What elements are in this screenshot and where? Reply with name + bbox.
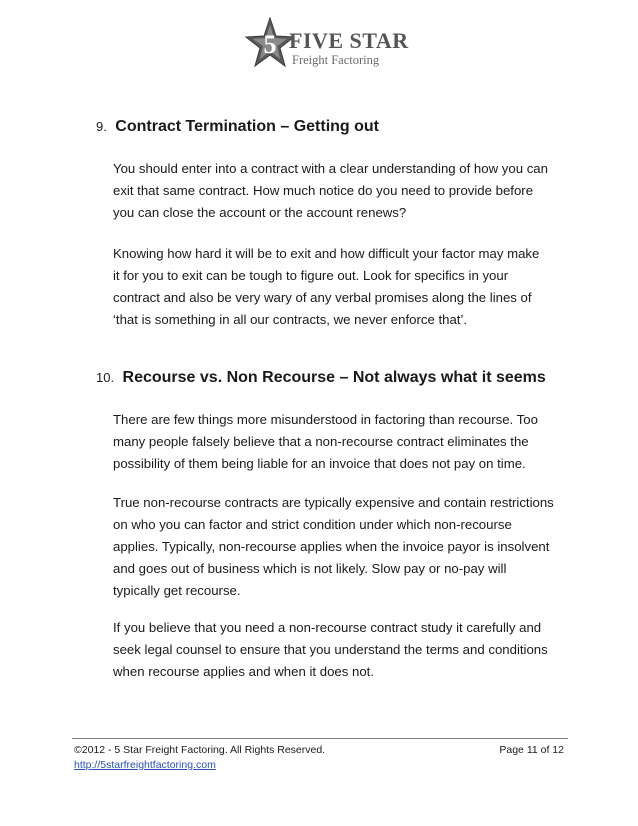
paragraph-line: True non-recourse contracts are typically expensive and contain restrictions bbox=[113, 495, 554, 510]
logo-name: FIVE STAR bbox=[289, 28, 409, 53]
paragraph-line: seek legal counsel to ensure that you understand the terms and conditions bbox=[113, 642, 548, 657]
star-logo-icon bbox=[244, 16, 294, 72]
paragraph-line: applies. Typically, non-recourse applies when the invoice payor is insolvent bbox=[113, 539, 550, 554]
paragraph bbox=[113, 617, 583, 683]
section-number: 9. bbox=[96, 119, 107, 134]
paragraph bbox=[113, 492, 583, 602]
section-heading-10 bbox=[96, 369, 546, 387]
paragraph-line: it for you to exit can be tough to figure out. Look for specifics in your bbox=[113, 268, 509, 283]
footer-copyright: ©2012 - 5 Star Freight Factoring. All Rights Reserved. bbox=[74, 744, 326, 756]
section-title: Contract Termination – Getting out bbox=[115, 118, 379, 135]
logo-mark: 5 bbox=[263, 30, 277, 59]
footer-divider bbox=[72, 738, 568, 739]
section-heading-9 bbox=[96, 118, 379, 136]
logo-subtitle: Freight Factoring bbox=[292, 53, 380, 67]
paragraph-line: many people falsely believe that a non-recourse contract eliminates the bbox=[113, 434, 529, 449]
paragraph bbox=[113, 243, 583, 331]
paragraph-line: you can close the account or the account renews? bbox=[113, 205, 407, 220]
paragraph bbox=[113, 158, 583, 224]
paragraph-line: contract and also be very wary of any verbal promises along the lines of bbox=[113, 290, 532, 305]
company-logo bbox=[244, 16, 409, 72]
paragraph-line: There are few things more misunderstood in factoring than recourse. Too bbox=[113, 412, 538, 427]
paragraph-line: Knowing how hard it will be to exit and how difficult your factor may make bbox=[113, 246, 540, 261]
paragraph-line: You should enter into a contract with a clear understanding of how you can bbox=[113, 161, 548, 176]
paragraph-line: ‘that is something in all our contracts, we never enforce that’. bbox=[113, 312, 468, 327]
paragraph-line: exit that same contract. How much notice do you need to provide before bbox=[113, 183, 534, 198]
paragraph-line: and goes out of business which is not likely. Slow pay or no-pay will bbox=[113, 561, 507, 576]
paragraph-line: when recourse applies and when it does not. bbox=[113, 664, 374, 679]
paragraph-line: on who you can factor and strict condition under which non-recourse bbox=[113, 517, 512, 532]
paragraph bbox=[113, 409, 583, 475]
footer-page-number: Page 11 of 12 bbox=[499, 744, 564, 756]
section-title: Recourse vs. Non Recourse – Not always what it seems bbox=[122, 369, 546, 386]
paragraph-line: possibility of them being liable for an invoice that does not pay on time. bbox=[113, 456, 526, 471]
paragraph-line: typically get recourse. bbox=[113, 583, 241, 598]
section-number: 10. bbox=[96, 370, 115, 385]
paragraph-line: If you believe that you need a non-recourse contract study it carefully and bbox=[113, 620, 542, 635]
footer-website-link[interactable]: http://5starfreightfactoring.com bbox=[74, 759, 216, 771]
